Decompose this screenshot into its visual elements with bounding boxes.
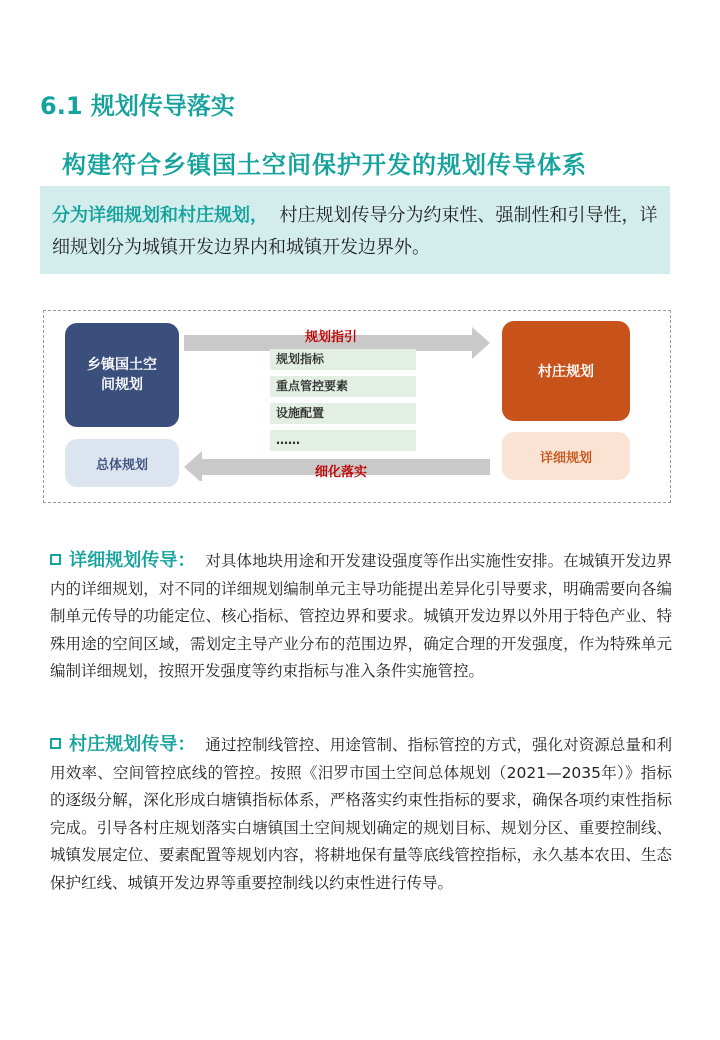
overall-plan-box (65, 439, 179, 487)
diagram-item: 设施配置 (270, 403, 416, 424)
diagram-item: 规划指标 (270, 349, 416, 370)
square-bullet-icon (50, 554, 61, 565)
square-bullet-icon (50, 738, 61, 749)
village-text: 通过控制线管控、用途管制、指标管控的方式，强化对资源总量和利用效率、空间管控底线的管控。按照《汨罗市国土空间总体规划（2021—2035年）》指标的逐级分解，深化形成白塘镇指标体系，严格落实约束性指标的要求，确保各项约束性指标完成。引导各村庄规划落实白塘镇国土空间规划确定的规划目标、规划分区、重要控制线、城镇发展定位、要素配置等规划内容，将耕地保有量等底线管控指标，永久基本农田、生态保护红线、城镇开发边界等重要控制线以约束性进行传导。 (50, 736, 672, 892)
village-paragraph (50, 731, 672, 897)
transmission-diagram (43, 310, 671, 503)
village-plan-label: 村庄规划 (538, 364, 594, 380)
page-subtitle: 构建符合乡镇国土空间保护开发的规划传导体系 (62, 151, 587, 179)
summary-box (40, 186, 670, 274)
detail-text: 对具体地块用途和开发建设强度等作出实施性安排。在城镇开发边界内的详细规划，对不同的详细规划编制单元主导功能提出差异化引导要求，明确需要向各编制单元传导的功能定位、核心指标、管控边界和要求。城镇开发边界以外用于特色产业、特殊用途的空间区域，需划定主导产业分布的范围边界，确定合理的开发强度，作为特殊单元编制详细规划，按照开发强度等约束指标与准入条件实施管控。 (50, 552, 672, 680)
diagram-item: …… (270, 430, 416, 451)
village-heading: 村庄规划传导： (69, 734, 196, 755)
village-plan-box (502, 321, 630, 421)
detail-plan-box (502, 432, 630, 480)
summary-text: 村庄规划传导分为约束性、强制性和引导性，详细规划分为城镇开发边界内和城镇开发边界外。 (52, 205, 658, 258)
detail-paragraph (50, 547, 672, 686)
detail-plan-label: 详细规划 (539, 450, 592, 466)
diagram-item: 重点管控要素 (270, 376, 416, 397)
summary-highlight: 分为详细规划和村庄规划， (52, 205, 268, 226)
overall-plan-label: 总体规划 (95, 457, 148, 473)
arrow-guide-label: 规划指引 (305, 330, 358, 345)
arrow-refine-label: 细化落实 (315, 465, 368, 480)
section-title: 6.1 规划传导落实 (40, 92, 235, 120)
town-plan-label: 乡镇国土空间规划 (87, 357, 157, 393)
arrows-graphic (184, 321, 496, 481)
detail-heading: 详细规划传导： (69, 550, 196, 571)
town-plan-box (65, 323, 179, 427)
